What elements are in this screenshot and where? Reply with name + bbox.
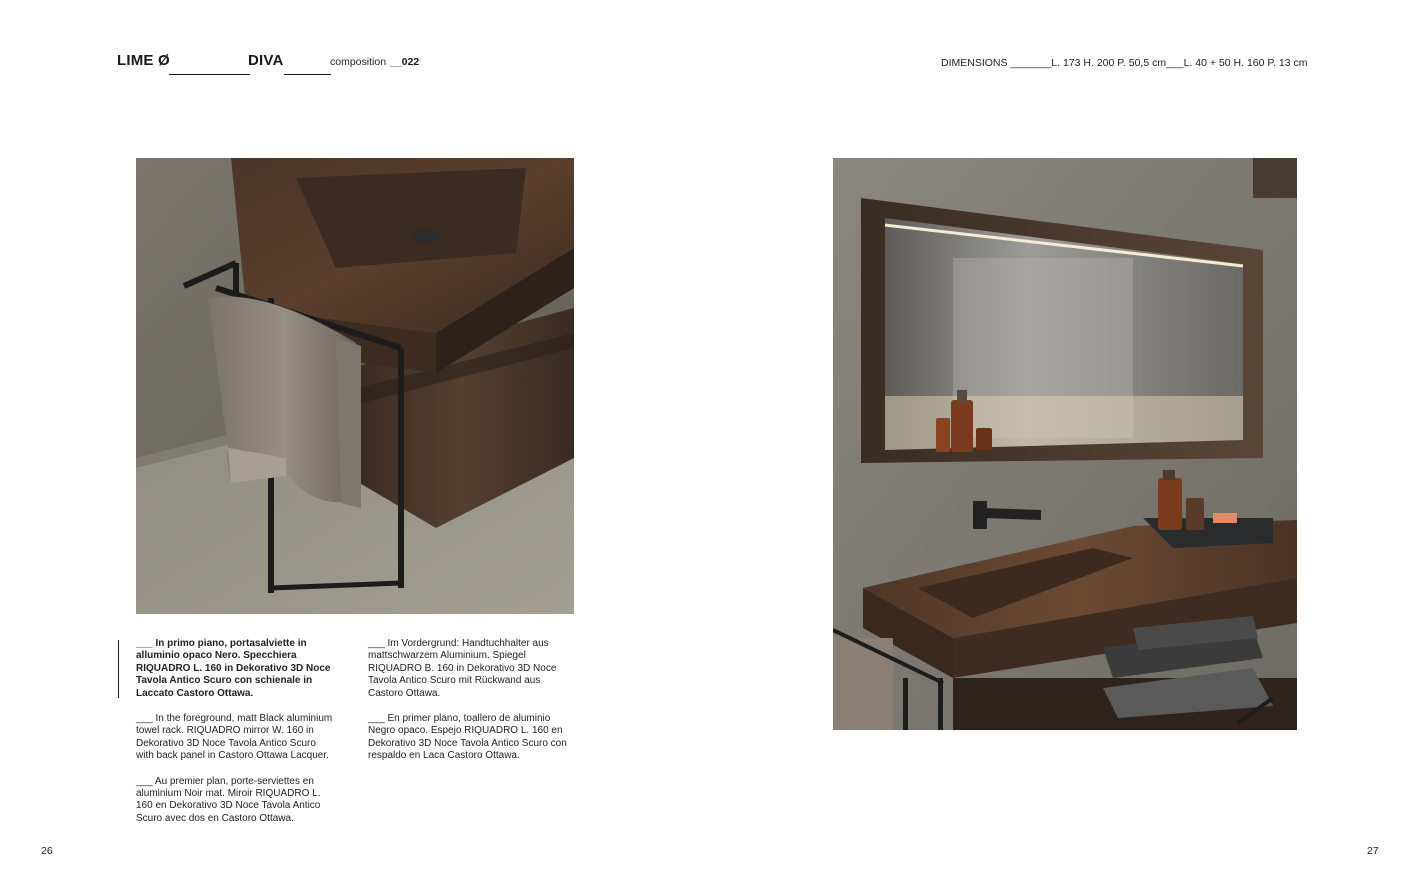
composition-number: __022 [390,56,420,68]
dimensions-text: DIMENSIONS _______L. 173 H. 200 P. 50,5 cm___L. 40 + 50 H. 160 P. 13 cm [941,57,1308,69]
header-rule [169,74,250,75]
caption-italian: ___ In primo piano, portasalviette in alluminio opaco Nero. Specchiera RIQUADRO L. 160 in Dekorativo 3D Noce Tavola Antico Scuro con schienale in Laccato Castoro Ottawa. [136,638,331,699]
page-number-right: 27 [1367,845,1379,857]
model-name-diva: DIVA [248,52,284,69]
header-rule [284,74,331,75]
caption-german: ___ Im Vordergrund: Handtuchhalter aus mattschwarzem Aluminium. Spiegel RIQUADRO B. 160 in Dekorativo 3D Noce Tavola Antico Scuro mit Rückwand aus Castoro Ottawa. [368,638,557,699]
product-photo-left [136,158,574,614]
page-number-left: 26 [41,845,53,857]
caption-spanish: ___ En primer plano, toallero de aluminio Negro opaco. Espejo RIQUADRO L. 160 en Dekorativo 3D Noce Tavola Antico Scuro con respaldo en Laca Castoro Ottawa. [368,713,567,762]
model-name-lime: LIME Ø [117,52,170,69]
caption-english: ___ In the foreground, matt Black aluminium towel rack. RIQUADRO mirror W. 160 in Dekorativo 3D Noce Tavola Antico Scuro with back panel in Castoro Ottawa Lacquer. [136,713,333,762]
composition-label: composition [330,56,387,68]
caption-column-right [368,638,574,776]
caption-accent-bar [118,640,119,698]
product-photo-right [833,158,1297,730]
caption-column-left [136,638,336,838]
caption-french: ___ Au premier plan, porte-serviettes en aluminium Noir mat. Miroir RIQUADRO L. 160 en Dekorativo 3D Noce Tavola Antico Scuro avec dos en Castoro Ottawa. [136,775,321,824]
